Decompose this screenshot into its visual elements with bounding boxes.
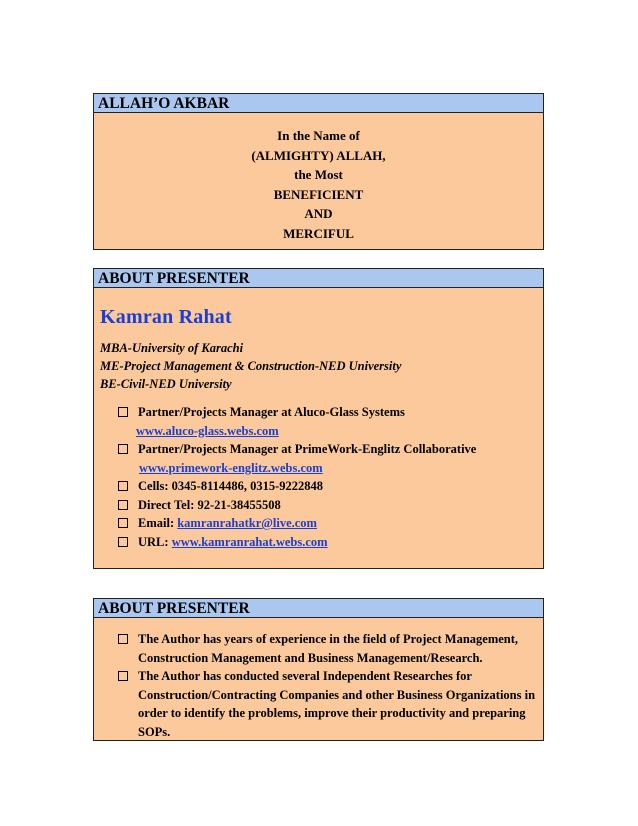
list-item xyxy=(118,667,538,741)
presenter-box xyxy=(93,268,544,569)
invocation-line: BENEFICIENT xyxy=(273,186,364,202)
checkbox-bullet-icon xyxy=(118,500,128,510)
aluco-glass-link[interactable]: www.aluco-glass.webs.com xyxy=(136,423,279,438)
intro-box xyxy=(93,93,544,250)
list-item xyxy=(118,630,538,667)
email-row xyxy=(138,514,317,533)
list-item xyxy=(118,440,538,459)
invocation-line: the Most xyxy=(294,167,343,182)
primework-link[interactable]: www.primework-englitz.webs.com xyxy=(139,460,323,475)
list-item-text: Partner/Projects Manager at PrimeWork-Englitz Collaborative xyxy=(138,442,477,456)
url-link[interactable]: www.kamranrahat.webs.com xyxy=(171,534,328,549)
author-details-list xyxy=(118,630,538,741)
list-item xyxy=(118,533,538,552)
credential-line: ME-Project Management & Construction-NED University xyxy=(100,359,402,373)
invocation-line: MERCIFUL xyxy=(283,225,354,241)
invocation-line: In the Name of xyxy=(277,128,360,143)
list-item-text: Direct Tel: 92-21-38455508 xyxy=(138,497,281,512)
invocation-line: AND xyxy=(304,206,333,221)
author-box xyxy=(93,598,544,741)
checkbox-bullet-icon xyxy=(118,518,128,528)
email-label: Email: xyxy=(138,516,178,530)
list-item-link-row xyxy=(118,459,538,478)
list-item xyxy=(118,514,538,533)
list-item-text: The Author has years of experience in the field of Project Management, Construction Management and Business Management/Research. xyxy=(138,632,519,665)
presenter-header: ABOUT PRESENTER xyxy=(94,269,543,288)
invocation-line: (ALMIGHTY) ALLAH, xyxy=(251,147,386,163)
presenter-details-list xyxy=(118,403,538,551)
credential-line: BE-Civil-NED University xyxy=(100,377,232,391)
checkbox-bullet-icon xyxy=(118,671,128,681)
list-item xyxy=(118,403,538,422)
url-row xyxy=(138,533,328,552)
list-item-link-row xyxy=(118,422,538,441)
presenter-name: Kamran Rahat xyxy=(100,306,232,328)
list-item-text: The Author has conducted several Independent Researches for Construction/Contracting Companies and other Business Organizations in order to identify the problems, improve their productivity and preparing SOPs. xyxy=(138,669,536,739)
email-link[interactable]: kamranrahatkr@live.com xyxy=(177,516,317,530)
checkbox-bullet-icon xyxy=(118,537,128,547)
author-header: ABOUT PRESENTER xyxy=(94,599,543,618)
checkbox-bullet-icon xyxy=(118,444,128,454)
checkbox-bullet-icon xyxy=(118,481,128,491)
checkbox-bullet-icon xyxy=(118,407,128,417)
list-item-text: Cells: 0345-8114486, 0315-9222848 xyxy=(138,479,324,493)
list-item xyxy=(118,496,538,515)
credential-line: MBA-University of Karachi xyxy=(100,341,244,355)
invocation-text xyxy=(94,113,543,243)
credentials xyxy=(100,339,401,393)
intro-header: ALLAH’O AKBAR xyxy=(94,94,543,113)
list-item xyxy=(118,477,538,496)
checkbox-bullet-icon xyxy=(118,634,128,644)
list-item-text: Partner/Projects Manager at Aluco-Glass Systems xyxy=(138,405,405,419)
url-label: URL: xyxy=(138,534,172,549)
